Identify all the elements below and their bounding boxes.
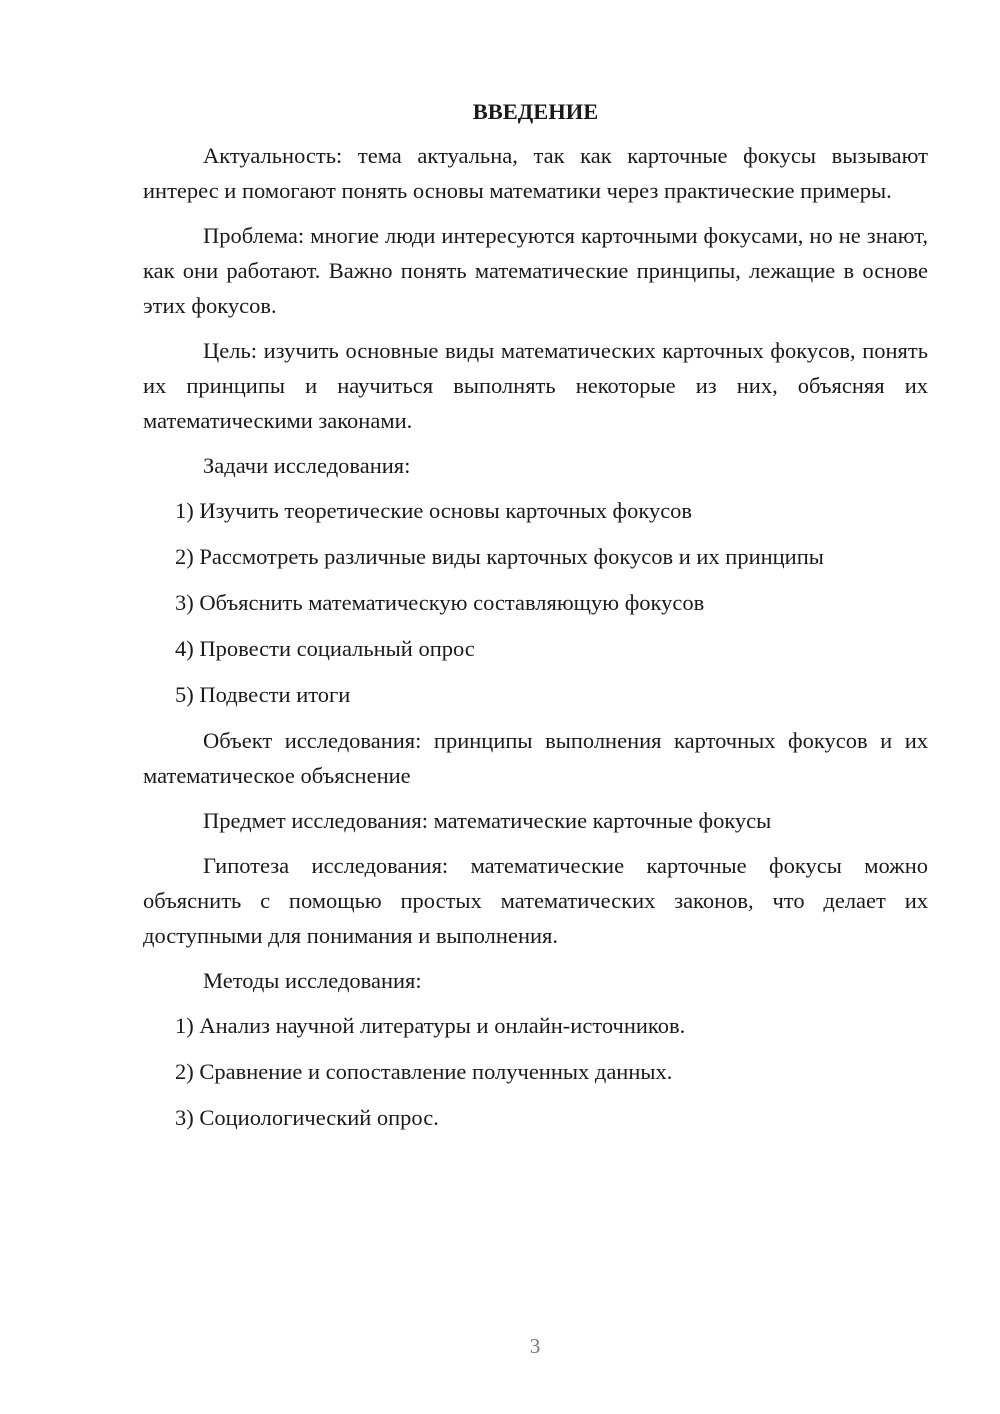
problem-paragraph: Проблема: многие люди интересуются карточными фокусами, но не знают, как они работают. Важно понять математические принципы, лежащие в основе этих фокусов. (143, 223, 928, 318)
method-item: 1) Анализ научной литературы и онлайн-источников. (175, 1013, 686, 1038)
task-item: 3) Объяснить математическую составляющую фокусов (175, 590, 705, 615)
page-content (143, 94, 928, 1146)
task-item: 4) Провести социальный опрос (175, 636, 475, 661)
tasks-heading: Задачи исследования: (203, 453, 411, 478)
hypothesis-paragraph: Гипотеза исследования: математические карточные фокусы можно объяснить с помощью простых математических законов, что делает их доступными для понимания и выполнения. (143, 853, 928, 948)
object-paragraph: Объект исследования: принципы выполнения карточных фокусов и их математическое объяснение (143, 728, 928, 788)
task-item: 1) Изучить теоретические основы карточных фокусов (175, 498, 693, 523)
method-item: 3) Социологический опрос. (175, 1105, 439, 1130)
method-item: 2) Сравнение и сопоставление полученных данных. (175, 1059, 673, 1084)
goal-paragraph: Цель: изучить основные виды математических карточных фокусов, понять их принципы и научиться выполнять некоторые из них, объясняя их математическими законами. (143, 338, 928, 433)
subject-paragraph: Предмет исследования: математические карточные фокусы (203, 808, 772, 833)
task-item: 2) Рассмотреть различные виды карточных фокусов и их принципы (175, 544, 824, 569)
page-title: ВВЕДЕНИЕ (472, 99, 599, 124)
page-number: 3 (529, 1334, 541, 1358)
task-item: 5) Подвести итоги (175, 682, 351, 707)
methods-heading: Методы исследования: (203, 968, 422, 993)
relevance-paragraph: Актуальность: тема актуальна, так как карточные фокусы вызывают интерес и помогают понять основы математики через практические примеры. (143, 143, 928, 203)
